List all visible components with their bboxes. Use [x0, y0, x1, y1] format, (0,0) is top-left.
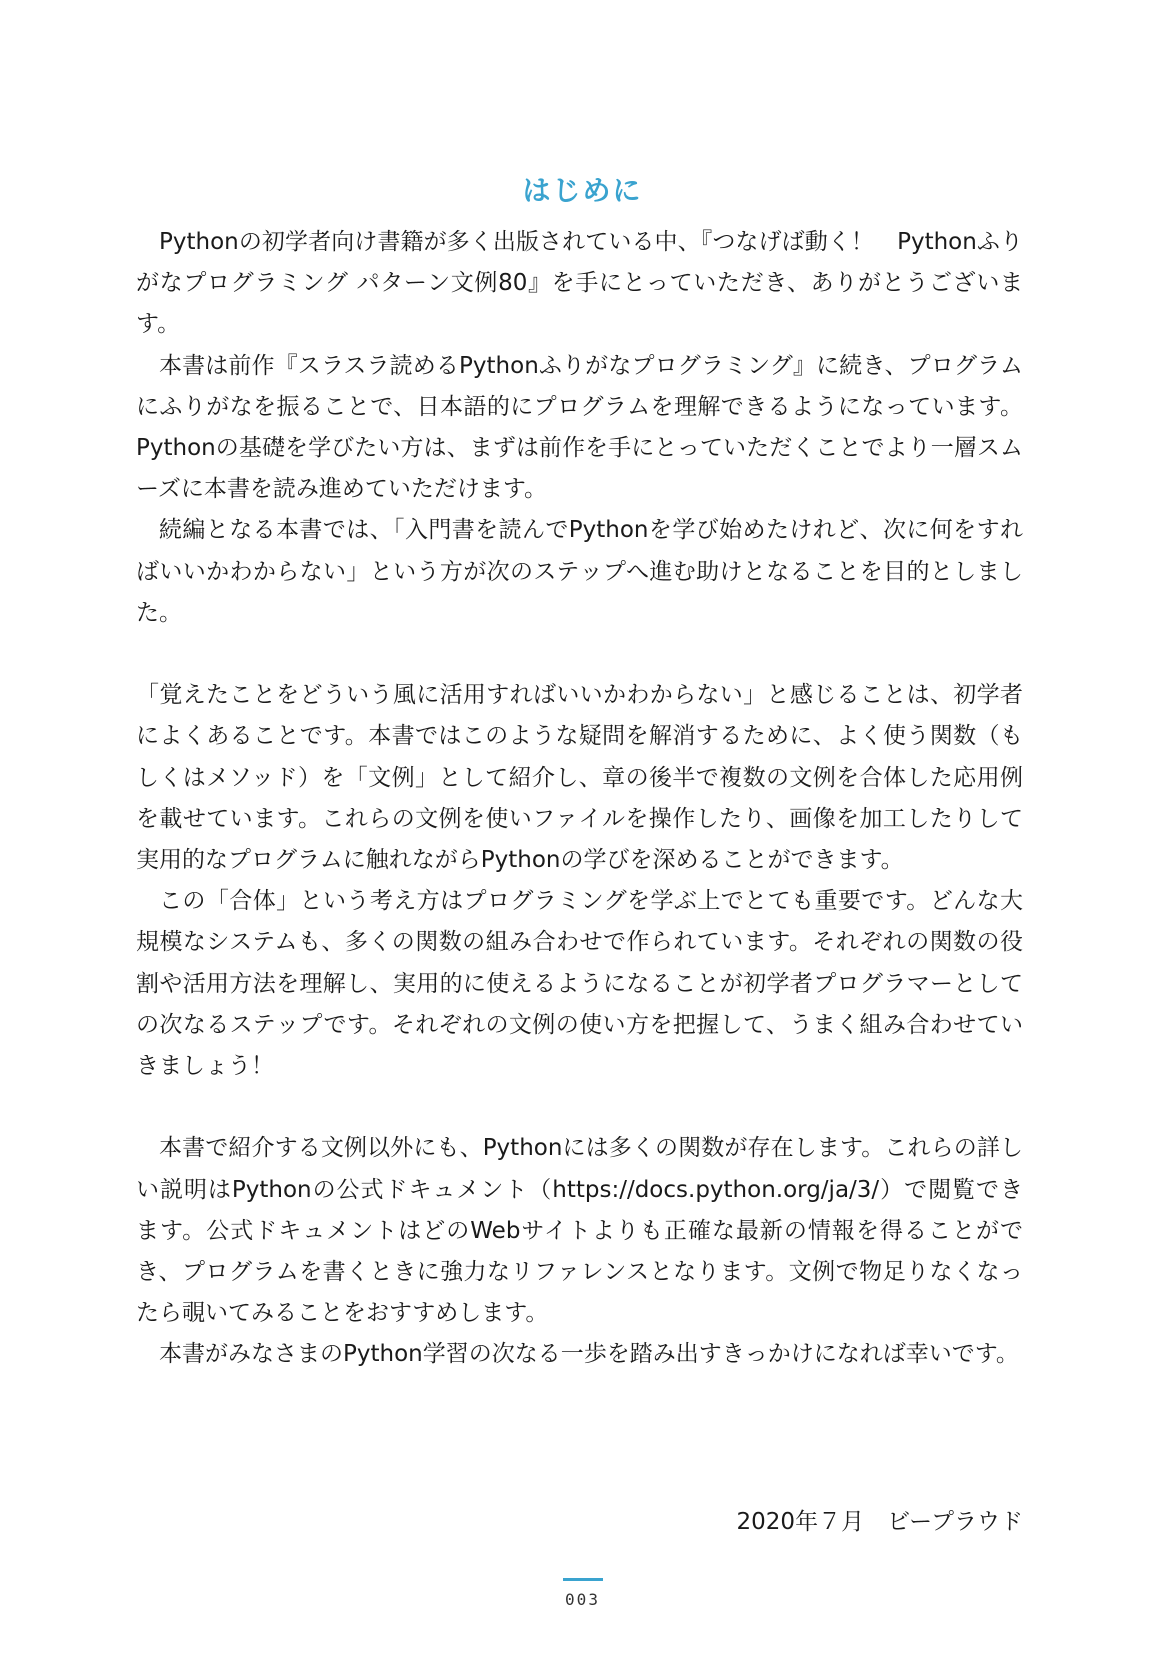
paragraph-closing: 本書がみなさまのPython学習の次なる一歩を踏み出すきっかけになれば幸いです。 [159, 1341, 1019, 1368]
body-text [136, 222, 1023, 1376]
paragraph-greeting: Pythonの初学者向け書籍が多く出版されている中、『つなげば動く！ Pythonふりがなプログラミング パターン文例80』を手にとっていただき、ありがとうございます。 [136, 229, 1023, 338]
page-title: はじめに [522, 173, 643, 207]
signature: 2020年７月 ビープラウド [736, 1509, 1023, 1535]
paragraph-documentation: 本書で紹介する文例以外にも、Pythonには多くの関数が存在します。これらの詳しい説明はPythonの公式ドキュメント（https://docs.python.org/ja/3/）で閲覧できます。公式ドキュメントはどのWebサイトよりも正確な最新の情報を得ることができ、プログラムを書くときに強力なリファレンスとなります。文例で物足りなくなったら覗いてみることをおすすめします。 [136, 1135, 1023, 1327]
footer-rule [563, 1578, 603, 1581]
paragraph-purpose: 続編となる本書では、「入門書を読んでPythonを学び始めたけれど、次に何をすればいいかわからない」という方が次のステップへ進む助けとなることを目的としました。 [136, 517, 1023, 626]
paragraph-examples: 「覚えたことをどういう風に活用すればいいかわからない」と感じることは、初学者によくあることです。本書ではこのような疑問を解消するために、よく使う関数（もしくはメソッド）を「文例」として紹介し、章の後半で複数の文例を合体した応用例を載せています。これらの文例を使いファイルを操作したり、画像を加工したりして実用的なプログラムに触れながらPythonの学びを深めることができます。 [136, 682, 1023, 874]
paragraph-spacer [136, 634, 1023, 675]
paragraph-previous-book: 本書は前作『スラスラ読めるPythonふりがなプログラミング』に続き、プログラムにふりがなを振ることで、日本語的にプログラムを理解できるようになっています。Pythonの基礎を学びたい方は、まずは前作を手にとっていただくことでより一層スムーズに本書を読み進めていただけます。 [136, 352, 1023, 503]
paragraph-combination: この「合体」という考え方はプログラミングを学ぶ上でとても重要です。どんな大規模なシステムも、多くの関数の組み合わせで作られています。それぞれの関数の役割や活用方法を理解し、実用的に使えるようになることが初学者プログラマーとしての次なるステップです。それぞれの文例の使い方を把握して、うまく組み合わせていきましょう！ [136, 888, 1023, 1080]
paragraph-spacer [136, 1087, 1023, 1128]
page-number: 003 [565, 1590, 600, 1609]
